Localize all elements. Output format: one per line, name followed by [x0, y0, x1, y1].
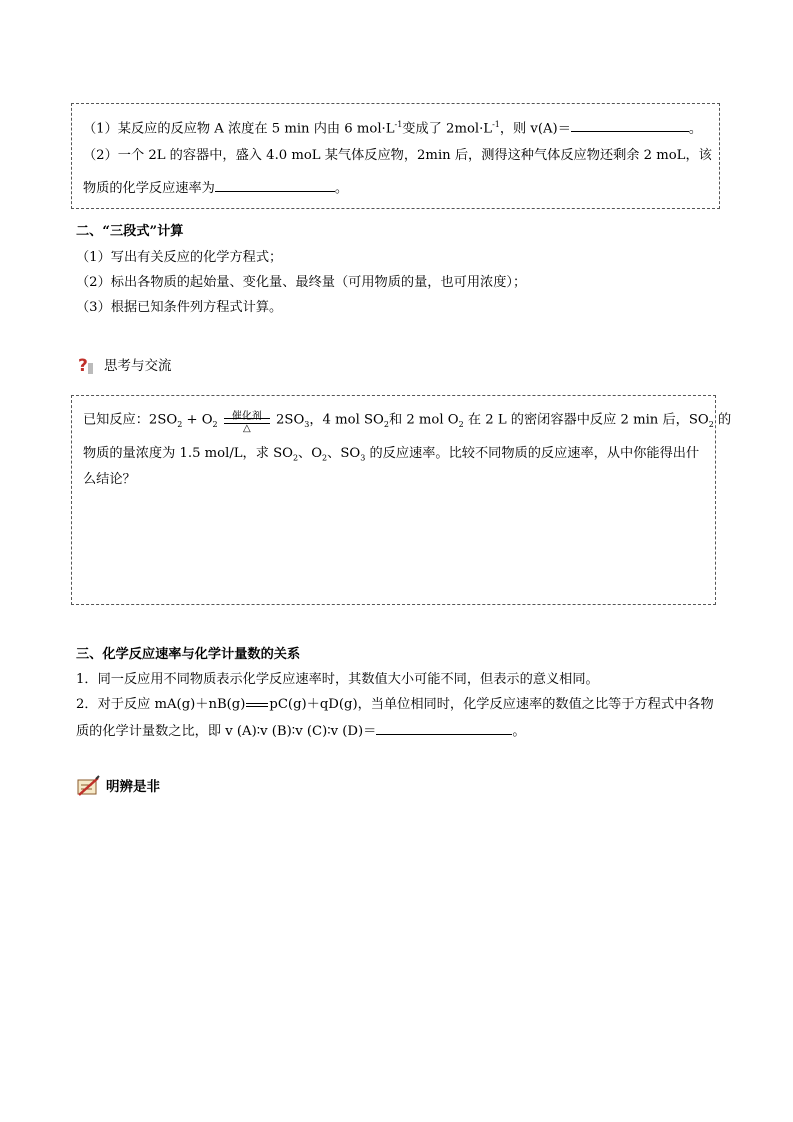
exercise-1-line-3	[83, 177, 348, 199]
subscript: 2	[292, 453, 299, 463]
superscript: -1	[492, 120, 500, 129]
subscript: 2	[383, 420, 389, 430]
pencil-note-icon	[76, 775, 100, 797]
text: 物质的化学反应速率为	[83, 181, 215, 196]
subscript: 2	[212, 420, 218, 430]
svg-text:?: ?	[78, 356, 88, 376]
subscript: 3	[304, 420, 310, 430]
catalyst-label: 催化剂	[231, 411, 262, 422]
subscript: 3	[360, 453, 366, 463]
exercise-1-line-1	[83, 115, 702, 139]
subscript: 2	[177, 420, 183, 430]
text: 的	[713, 412, 732, 428]
text: 2SO	[276, 412, 305, 428]
answer-blank[interactable]	[376, 720, 512, 735]
text: 2．对于反应 mA(g)＋nB(g)	[76, 697, 246, 712]
text: 。	[512, 724, 526, 739]
exercise-2-line-1	[83, 410, 731, 435]
text: 。	[334, 181, 349, 196]
subscript: 2	[458, 420, 464, 430]
text: pC(g)＋qD(g)，当单位相同时，化学反应速率的数值之比等于方程式中各物	[269, 697, 714, 712]
judge-label: 明辨是非	[106, 779, 160, 795]
exercise-1-line-2	[83, 146, 712, 166]
text: 、SO	[327, 446, 361, 461]
section-2-item-2: （2）标出各物质的起始量、变化量、最终量（可用物质的量，也可用浓度）；	[76, 275, 527, 290]
exercise-2-line-3: 么结论？	[83, 472, 136, 487]
text: ，则 v(A)＝	[499, 121, 571, 137]
text: 的反应速率。比较不同物质的反应速率，从中你能得出什	[365, 446, 700, 461]
section-3-heading: 三、化学反应速率与化学计量数的关系	[76, 647, 301, 662]
question-mark-icon	[76, 354, 96, 376]
superscript: -1	[394, 120, 403, 129]
section-3-item-2	[76, 695, 714, 715]
exercise-2-line-2	[83, 444, 699, 469]
subscript: 2	[322, 453, 328, 463]
text: 。	[688, 121, 703, 137]
text: 、O	[298, 446, 323, 461]
text: 质的化学计量数之比，即 v (A)∶v (B)∶v (C)∶v (D)＝	[76, 724, 377, 739]
text: 和 2 mol O	[388, 412, 459, 428]
text: 变成了 2mol·L	[402, 121, 493, 137]
text: 物质的量浓度为 1.5 mol/L，求 SO	[83, 446, 293, 461]
answer-blank[interactable]	[215, 177, 335, 192]
answer-blank[interactable]	[571, 117, 689, 132]
text: + O	[182, 412, 213, 428]
subscript: 2	[708, 420, 714, 430]
section-3-item-3	[76, 720, 526, 742]
answer-area[interactable]	[80, 495, 708, 595]
text: 在 2 L 的密闭容器中反应 2 min 后，SO	[463, 412, 709, 428]
think-discuss-label: 思考与交流	[104, 358, 172, 374]
catalyst-reversible-arrow	[222, 410, 272, 434]
section-2-item-3: （3）根据已知条件列方程式计算。	[76, 300, 283, 315]
text: （2）一个 2L 的容器中，盛入 4.0 moL 某气体反应物，2min 后，测得这种气体反应物还剩余 2 moL，该	[83, 148, 712, 163]
text: 已知反应：2SO	[83, 412, 178, 428]
equals-arrow	[246, 703, 268, 707]
section-2-item-1: （1）写出有关反应的化学方程式；	[76, 250, 283, 265]
text: （1）某反应的反应物 A 浓度在 5 min 内由 6 mol·L	[83, 121, 395, 137]
section-3-item-1: 1．同一反应用不同物质表示化学反应速率时，其数值大小可能不同，但表示的意义相同。	[76, 672, 599, 687]
text: ，4 mol SO	[309, 412, 384, 428]
heat-condition: △	[242, 423, 251, 434]
section-2-heading: 二、“三段式”计算	[76, 224, 184, 239]
